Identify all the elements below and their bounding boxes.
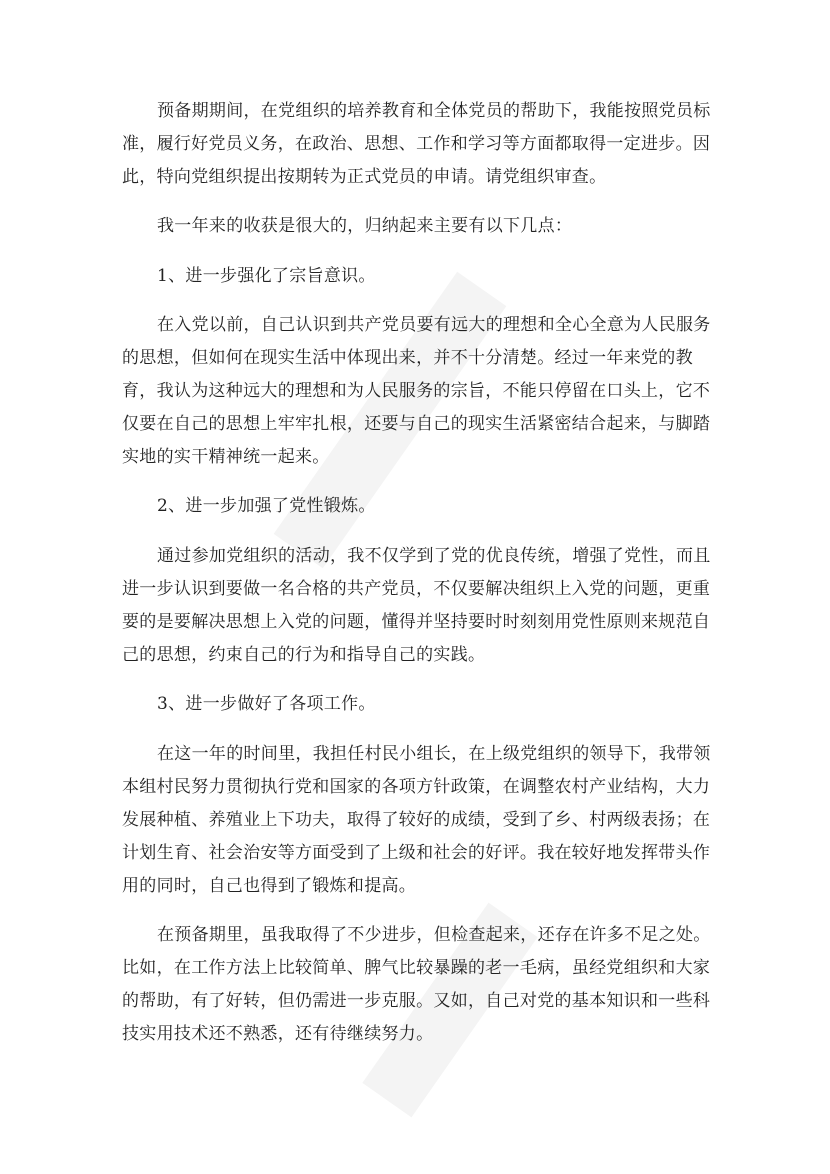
paragraph <box>122 540 722 672</box>
paragraph <box>122 210 722 243</box>
paragraph <box>122 95 722 194</box>
paragraph <box>122 260 722 293</box>
paragraph <box>122 309 722 474</box>
text-line: 准，履行好党员义务，在政治、思想、工作和学习等方面都取得一定进步。因 <box>122 134 711 154</box>
paragraph <box>122 738 722 903</box>
paragraph <box>122 688 722 721</box>
text-line: 通过参加党组织的活动，我不仅学到了党的优良传统，增强了党性，而且 <box>157 546 711 566</box>
text-line: 2、进一步加强了党性锻炼。 <box>157 496 376 516</box>
text-line: 的帮助，有了好转，但仍需进一步克服。又如，自己对党的基本知识和一些科 <box>122 991 711 1011</box>
text-line: 在预备期里，虽我取得了不少进步，但检查起来，还存在许多不足之处。 <box>157 925 711 945</box>
paragraph <box>122 919 722 1051</box>
text-line: 己的思想，约束自己的行为和指导自己的实践。 <box>122 645 486 665</box>
text-line: 用的同时，自己也得到了锻炼和提高。 <box>122 876 417 896</box>
text-line: 仅要在自己的思想上牢牢扎根，还要与自己的现实生活紧密结合起来，与脚踏 <box>122 414 711 434</box>
text-line: 进一步认识到要做一名合格的共产党员，不仅要解决组织上入党的问题，更重 <box>122 579 711 599</box>
text-line: 发展种植、养殖业上下功夫，取得了较好的成绩，受到了乡、村两级表扬；在 <box>122 810 711 830</box>
text-line: 预备期期间，在党组织的培养教育和全体党员的帮助下，我能按照党员标 <box>157 101 711 121</box>
text-line: 在这一年的时间里，我担任村民小组长，在上级党组织的领导下，我带领 <box>157 744 711 764</box>
paragraph <box>122 490 722 523</box>
text-line: 3、进一步做好了各项工作。 <box>157 694 376 714</box>
text-line: 1、进一步强化了宗旨意识。 <box>157 266 376 286</box>
text-line: 本组村民努力贯彻执行党和国家的各项方针政策，在调整农村产业结构，大力 <box>122 777 711 797</box>
text-line: 技实用技术还不熟悉，还有待继续努力。 <box>122 1024 434 1044</box>
text-line: 计划生育、社会治安等方面受到了上级和社会的好评。我在较好地发挥带头作 <box>122 843 711 863</box>
text-line: 在入党以前，自己认识到共产党员要有远大的理想和全心全意为人民服务 <box>157 315 711 335</box>
text-line: 实地的实干精神统一起来。 <box>122 447 330 467</box>
text-line: 比如，在工作方法上比较简单、脾气比较暴躁的老一毛病，虽经党组织和大家 <box>122 958 711 978</box>
text-line: 育，我认为这种远大的理想和为人民服务的宗旨，不能只停留在口头上，它不 <box>122 381 711 401</box>
text-line: 的思想，但如何在现实生活中体现出来，并不十分清楚。经过一年来党的教 <box>122 348 693 368</box>
text-line: 我一年来的收获是很大的，归纳起来主要有以下几点： <box>157 216 573 236</box>
text-line: 此，特向党组织提出按期转为正式党员的申请。请党组织审查。 <box>122 167 607 187</box>
text-line: 要的是要解决思想上入党的问题，懂得并坚持要时时刻刻用党性原则来规范自 <box>122 612 711 632</box>
